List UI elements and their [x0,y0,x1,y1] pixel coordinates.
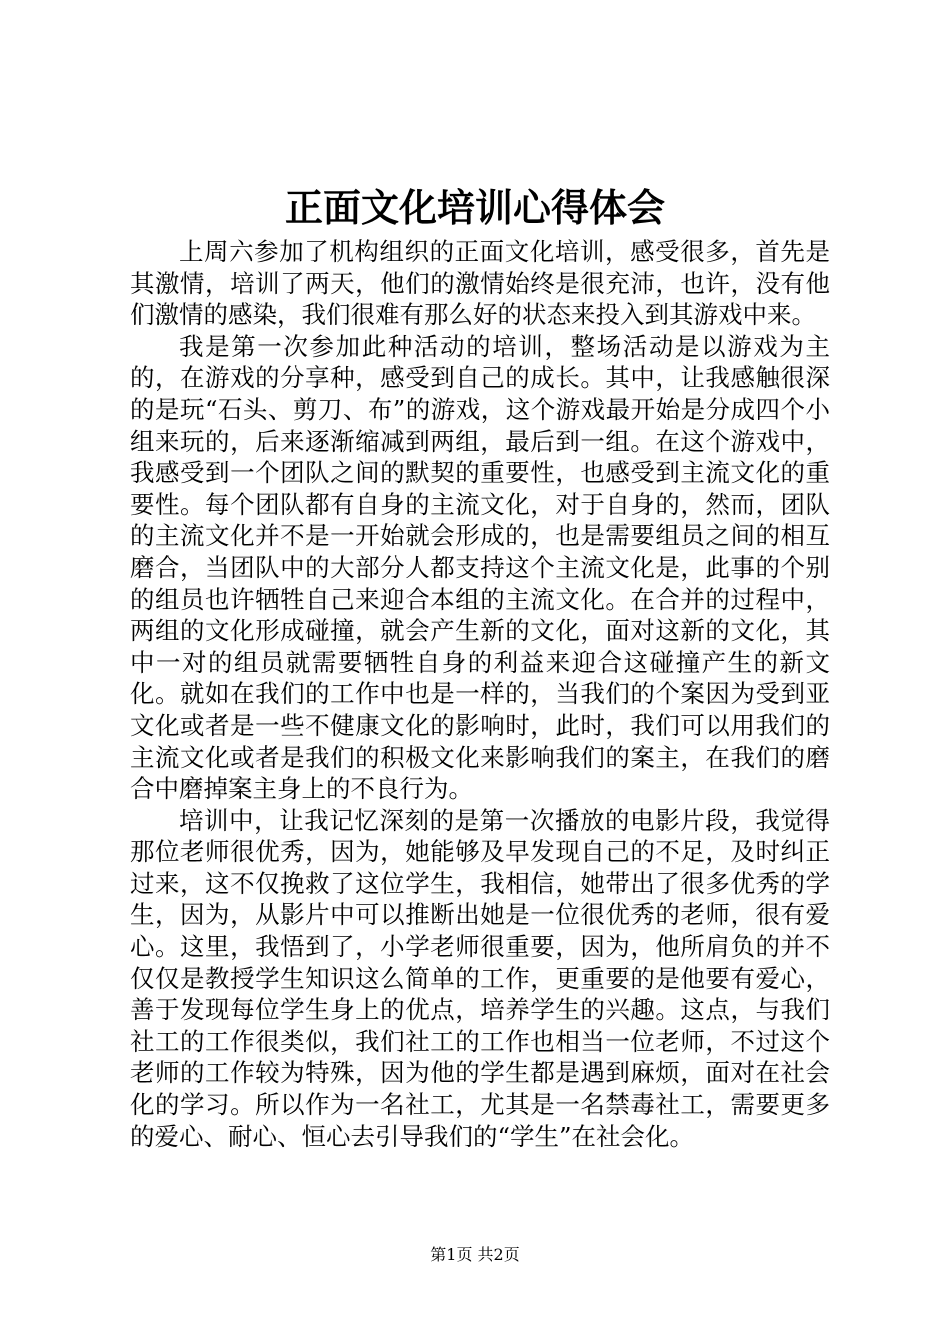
paragraph-1: 上周六参加了机构组织的正面文化培训，感受很多，首先是其激情，培训了两天，他们的激情始终是很充沛，也许，没有他们激情的感染，我们很难有那么好的状态来投入到其游戏中来。 [130,237,830,330]
paragraph-2: 我是第一次参加此种活动的培训，整场活动是以游戏为主的，在游戏的分享种，感受到自己的成长。其中，让我感触很深的是玩“石头、剪刀、布”的游戏，这个游戏最开始是分成四个小组来玩的，后来逐渐缩减到两组，最后到一组。在这个游戏中，我感受到一个团队之间的默契的重要性，也感受到主流文化的重要性。每个团队都有自身的主流文化，对于自身的，然而，团队的主流文化并不是一开始就会形成的，也是需要组员之间的相互磨合，当团队中的大部分人都支持这个主流文化是，此事的个别的组员也许牺牲自己来迎合本组的主流文化。在合并的过程中，两组的文化形成碰撞，就会产生新的文化，面对这新的文化，其中一对的组员就需要牺牲自身的利益来迎合这碰撞产生的新文化。就如在我们的工作中也是一样的，当我们的个案因为受到亚文化或者是一些不健康文化的影响时，此时，我们可以用我们的主流文化或者是我们的积极文化来影响我们的案主，在我们的磨合中磨掉案主身上的不良行为。 [130,331,830,804]
paragraph-3: 培训中，让我记忆深刻的是第一次播放的电影片段，我觉得那位老师很优秀，因为，她能够及早发现自己的不足，及时纠正过来，这不仅挽救了这位学生，我相信，她带出了很多优秀的学生，因为，从影片中可以推断出她是一位很优秀的老师，很有爱心。这里，我悟到了，小学老师很重要，因为，他所肩负的并不仅仅是教授学生知识这么简单的工作，更重要的是他要有爱心，善于发现每位学生身上的优点，培养学生的兴趣。这点，与我们社工的工作很类似，我们社工的工作也相当一位老师，不过这个老师的工作较为特殊，因为他的学生都是遇到麻烦，面对在社会化的学习。所以作为一名社工，尤其是一名禁毒社工，需要更多的爱心、耐心、恒心去引导我们的“学生”在社会化。 [130,805,830,1151]
page-footer: 第1页 共2页 [430,1245,520,1264]
document-body [130,236,830,1152]
document-title: 正面文化培训心得体会 [284,185,665,230]
